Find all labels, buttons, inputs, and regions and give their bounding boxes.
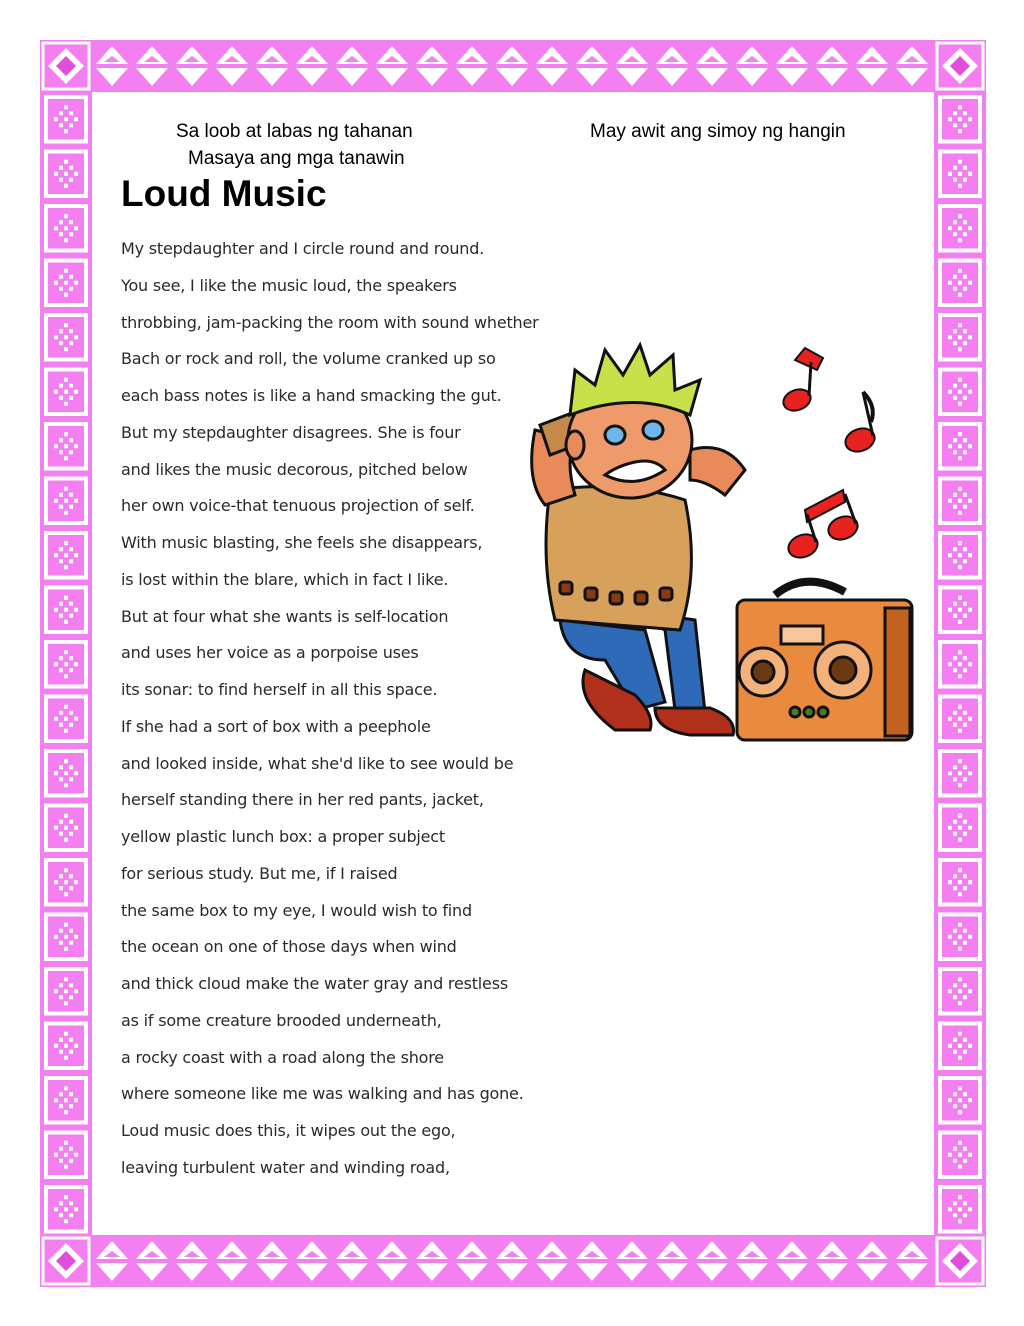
dancing-boy-clipart-icon (505, 330, 915, 750)
music-note-icon (780, 348, 823, 414)
music-note-icon (785, 490, 861, 561)
poem-line: as if some creature brooded underneath, (121, 1010, 442, 1030)
poem-line: her own voice-that tenuous projection of self. (121, 496, 475, 516)
poem-line: But my stepdaughter disagrees. She is four (121, 422, 461, 442)
header-line-left-1: Sa loob at labas ng tahanan (176, 121, 413, 142)
header-line-right: May awit ang simoy ng hangin (590, 121, 846, 142)
poem-line: Bach or rock and roll, the volume cranked up so (121, 349, 496, 369)
poem-line: herself standing there in her red pants, jacket, (121, 790, 484, 810)
poem-line: My stepdaughter and I circle round and round. (121, 239, 485, 258)
boombox-icon (737, 582, 912, 740)
poem-line: where someone like me was walking and has gone. (121, 1084, 524, 1104)
poem-line: and looked inside, what she'd like to see would be (121, 753, 514, 773)
poem-line: the ocean on one of those days when wind (121, 937, 457, 957)
poem-line: throbbing, jam-packing the room with sound whether (121, 312, 539, 332)
poem-title: Loud Music (121, 173, 327, 214)
poem-line: and uses her voice as a porpoise uses (121, 643, 419, 663)
poem-line: With music blasting, she feels she disappears, (121, 533, 483, 552)
boy-icon (532, 345, 745, 735)
music-note-icon (842, 392, 878, 455)
poem-line: If she had a sort of box with a peephole (121, 716, 431, 736)
header-line-left-2: Masaya ang mga tanawin (188, 148, 405, 169)
poem-line: and likes the music decorous, pitched below (121, 459, 468, 479)
poem-line: the same box to my eye, I would wish to find (121, 900, 472, 920)
poem-line: Loud music does this, it wipes out the ego, (121, 1121, 456, 1140)
poem-line: But at four what she wants is self-location (121, 606, 449, 626)
poem-line: and thick cloud make the water gray and restless (121, 974, 508, 993)
poem-line: its sonar: to find herself in all this space. (121, 680, 438, 699)
poem-line: for serious study. But me, if I raised (121, 863, 398, 883)
poem-line: leaving turbulent water and winding road, (121, 1157, 450, 1177)
poem-line: is lost within the blare, which in fact I like. (121, 569, 449, 589)
poem-line: each bass notes is like a hand smacking the gut. (121, 386, 502, 405)
poem-line: You see, I like the music loud, the speakers (121, 275, 457, 295)
poem-line: yellow plastic lunch box: a proper subject (121, 827, 445, 846)
poem-line: a rocky coast with a road along the shore (121, 1047, 444, 1067)
poem-body (121, 231, 539, 1187)
